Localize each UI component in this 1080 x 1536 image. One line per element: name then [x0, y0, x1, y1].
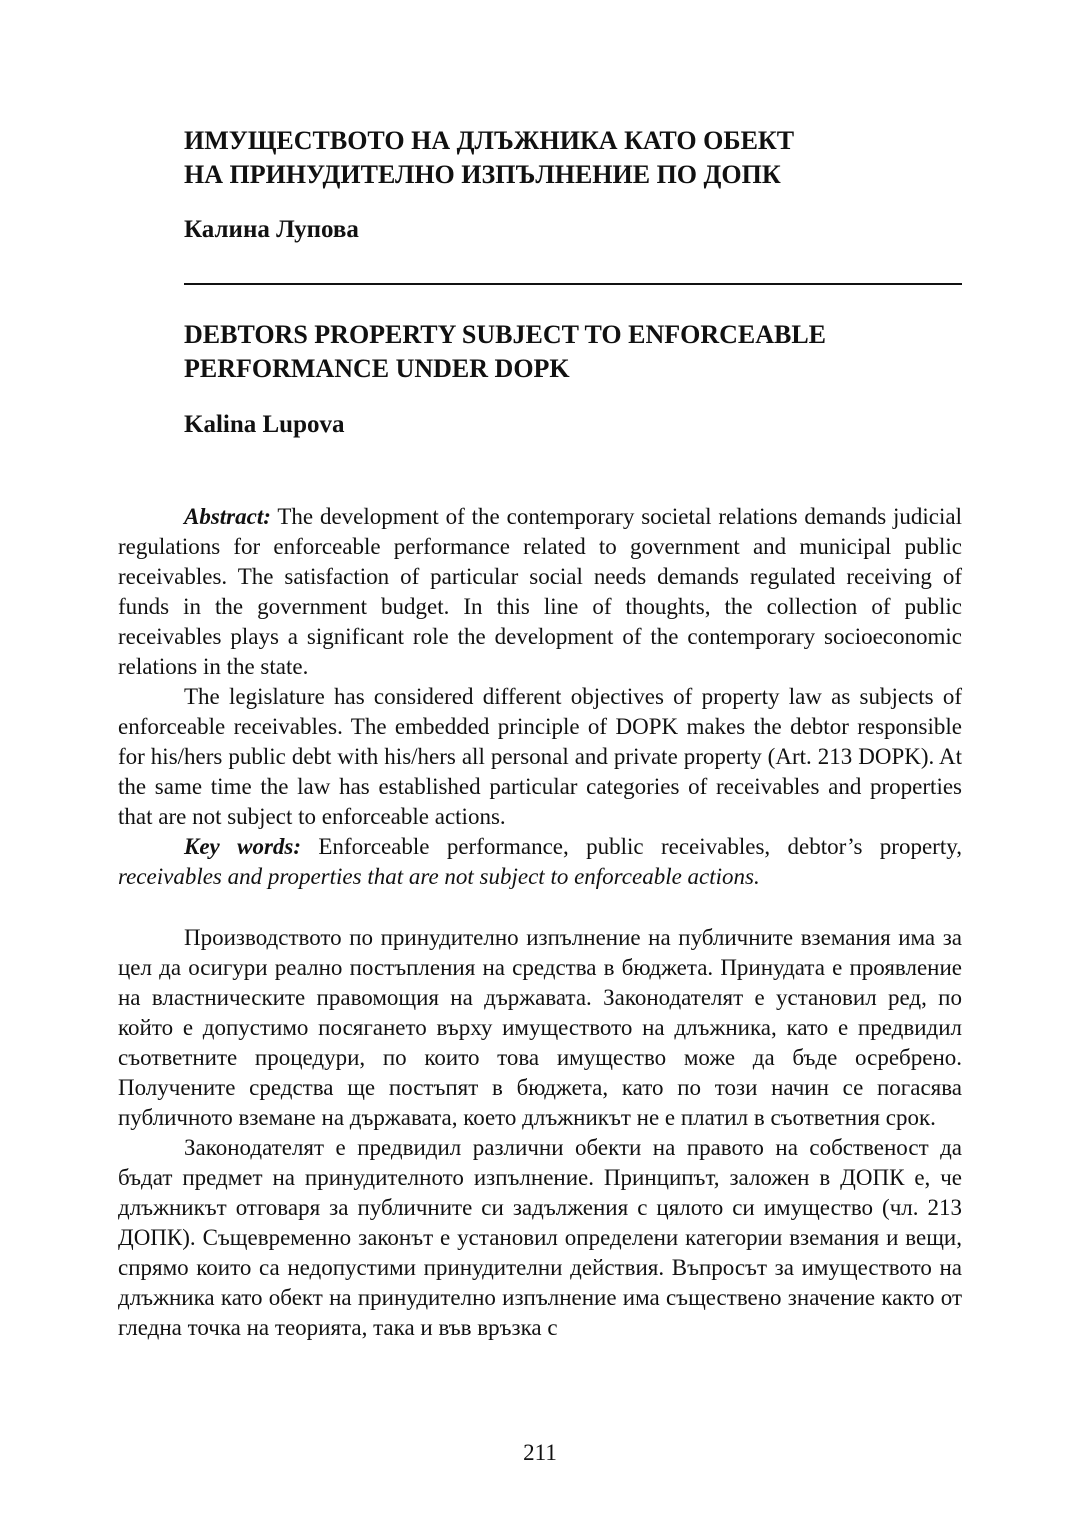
keywords-text-italic: receivables and properties that are not subject to enforceable actions.	[118, 864, 760, 889]
title-divider	[184, 283, 962, 285]
body-paragraph-1: Производството по принудително изпълнение на публичните вземания има за цел да осигури реално постъпления на средства в бюджета. Принудата е проявление на властническите правомощия на държавата. Законодателят е установил ред, по който е допустимо посягането върху имуществото на длъжника, като е предвидил съответните процедури, по които това имущество може да бъде осребрено. Получените средства ще постъпят в бюджета, като по този начин се погасява публичното вземане на държавата, което длъжникът не е платил в съответния срок.	[118, 925, 962, 1130]
page-number: 211	[523, 1440, 557, 1465]
body-paragraph-2: Законодателят е предвидил различни обекти на правото на собственост да бъдат предмет на принудителното изпълнение. Принципът, заложен в ДОПК е, че длъжникът отговаря за публичните си задължения с цялото си имущество (чл. 213 ДОПК). Същевременно законът е установил определени категории вземания и вещи, спрямо които са недопустими принудителни действия. Въпросът за имуществото на длъжника като обект на принудително изпълнение има съществено значение както от гледна точка на теорията, така и във връзка с	[118, 1135, 962, 1340]
title-english	[184, 318, 964, 386]
main-text-section	[118, 923, 962, 1343]
title-english-line-1: DEBTORS PROPERTY SUBJECT TO ENFORCEABLE	[184, 320, 827, 349]
title-bulgarian-line-1: ИМУЩЕСТВОТО НА ДЛЪЖНИКА КАТО ОБЕКТ	[184, 126, 795, 155]
abstract-paragraph-2: The legislature has considered different objectives of property law as subjects of enforceable receivables. The embedded principle of DOPK makes the debtor responsible for his/hers public debt with his/hers all personal and private property (Art. 213 DOPK). At the same time the law has established particular categories of receivables and properties that are not subject to enforceable actions.	[118, 684, 962, 829]
author-bulgarian: Калина Лупова	[184, 216, 359, 243]
abstract-text-1: The development of the contemporary societal relations demands judicial regulations for enforceable performance related to government and municipal public receivables. The satisfaction of particular social needs demands regulated receiving of funds in the government budget. In this line of thoughts, the collection of public receivables plays a significant role the development of the contemporary socioeconomic relations in the state.	[118, 504, 962, 679]
abstract-section	[118, 502, 962, 892]
title-bulgarian-line-2: НА ПРИНУДИТЕЛНО ИЗПЪЛНЕНИЕ ПО ДОПК	[184, 160, 781, 189]
title-bulgarian	[184, 124, 964, 192]
title-english-line-2: PERFORMANCE UNDER DOPK	[184, 354, 570, 383]
abstract-label: Abstract:	[184, 504, 271, 529]
keywords-paragraph	[118, 832, 962, 892]
abstract-paragraph-1	[118, 502, 962, 682]
keywords-label: Key words:	[184, 834, 302, 859]
author-english: Kalina Lupova	[184, 411, 345, 438]
keywords-text: Enforceable performance, public receivables, debtor’s property,	[301, 834, 962, 859]
